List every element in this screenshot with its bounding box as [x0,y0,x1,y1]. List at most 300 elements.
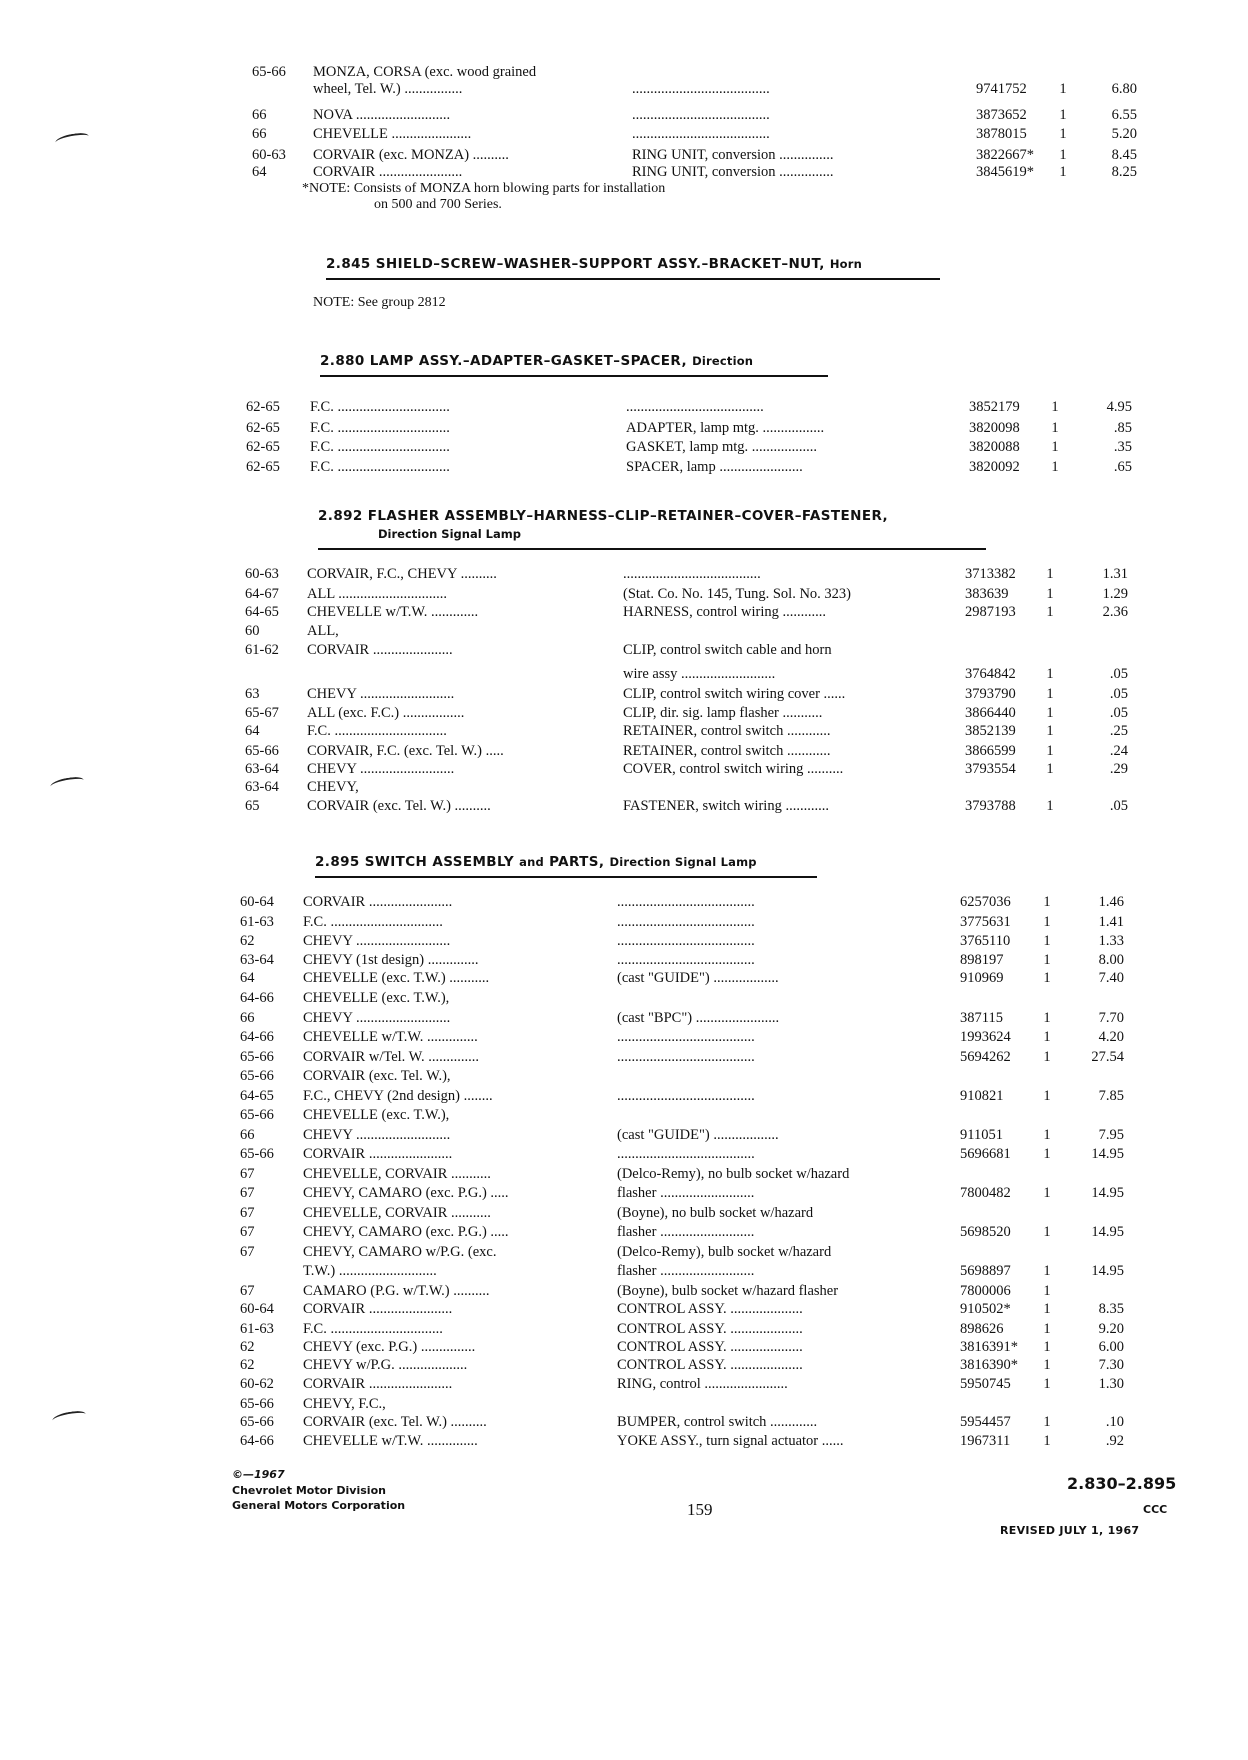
description-cell: flasher .......................... [617,1224,755,1240]
parts-row [0,1028,1248,1046]
description-cell: ...................................... [617,952,755,968]
quantity-cell: 1 [1043,1010,1051,1026]
price-cell: 1.46 [1098,894,1124,910]
year-cell: 62-65 [246,399,280,415]
part-number-cell: 3764842 [965,666,1016,682]
parts-row [0,893,1248,911]
quantity-cell: 1 [1043,1263,1051,1279]
quantity-cell: 1 [1043,1283,1051,1299]
description-cell: ...................................... [617,1049,755,1065]
price-cell: 1.30 [1098,1376,1124,1392]
year-cell: 67 [240,1244,255,1260]
vehicle-cell: CHEVELLE (exc. T.W.), [303,990,450,1006]
vehicle-cell: CHEVY .......................... [307,686,455,702]
year-cell: 62 [240,1339,255,1355]
price-cell: .29 [1109,761,1128,777]
vehicle-cell: CORVAIR (exc. Tel. W.) .......... [303,1414,487,1430]
year-cell: 65-66 [252,64,286,80]
quantity-cell: 1 [1043,914,1051,930]
vehicle-cell: CORVAIR ....................... [303,1301,453,1317]
description-cell: (cast "BPC") ....................... [617,1010,780,1026]
part-number-cell: 3793790 [965,686,1016,702]
quantity-cell: 1 [1043,1029,1051,1045]
vehicle-cell: CORVAIR ...................... [307,642,453,658]
price-cell: 6.55 [1111,107,1137,123]
description-cell: ...................................... [617,894,755,910]
parts-row [0,603,1248,621]
parts-row [0,146,1248,164]
parts-row [0,1067,1248,1085]
parts-row [0,163,1248,181]
section-title-2895-suffix: Direction Signal Lamp [609,855,757,869]
price-cell: .85 [1113,420,1132,436]
price-cell: 1.33 [1098,933,1124,949]
description-cell: (Stat. Co. No. 145, Tung. Sol. No. 323) [623,586,852,602]
price-cell: 6.00 [1098,1339,1124,1355]
description-cell: GASKET, lamp mtg. .................. [626,439,818,455]
parts-row [0,742,1248,760]
price-cell: 1.41 [1098,914,1124,930]
vehicle-cell: CHEVY (1st design) .............. [303,952,479,968]
vehicle-cell: ALL, [307,623,339,639]
parts-row [0,1375,1248,1393]
parts-row [0,125,1248,143]
quantity-cell: 1 [1059,164,1067,180]
vehicle-cell: CHEVY .......................... [303,1010,451,1026]
part-number-cell: 3775631 [960,914,1011,930]
section-title-2880-suffix: Direction [692,354,754,368]
part-number-cell: 3816391* [960,1339,1018,1355]
parts-row [0,398,1248,416]
year-cell: 64-66 [240,990,274,1006]
vehicle-cell: CORVAIR w/Tel. W. .............. [303,1049,480,1065]
quantity-cell: 1 [1046,723,1054,739]
part-number-cell: 5954457 [960,1414,1011,1430]
description-cell: CONTROL ASSY. .................... [617,1357,803,1373]
footnote-line-2: on 500 and 700 Series. [374,197,502,212]
year-cell: 62-65 [246,439,280,455]
quantity-cell: 1 [1046,761,1054,777]
vehicle-cell: CHEVY, [307,779,359,795]
description-cell: flasher .......................... [617,1185,755,1201]
price-cell: 14.95 [1091,1224,1124,1240]
vehicle-cell: F.C. ............................... [310,459,450,475]
vehicle-cell: CHEVY .......................... [307,761,455,777]
vehicle-cell: CORVAIR (exc. MONZA) .......... [313,147,509,163]
part-number-cell: 910969 [960,970,1004,986]
price-cell: 9.20 [1098,1321,1124,1337]
part-number-cell: 3816390* [960,1357,1018,1373]
quantity-cell: 1 [1046,798,1054,814]
quantity-cell: 1 [1043,1321,1051,1337]
part-number-cell: 3820088 [969,439,1020,455]
parts-row [0,1048,1248,1066]
year-cell: 65-67 [245,705,279,721]
parts-row [0,1338,1248,1356]
vehicle-cell: F.C. ............................... [307,723,447,739]
description-cell: RETAINER, control switch ............ [623,743,831,759]
parts-row [0,1145,1248,1163]
description-cell: (cast "GUIDE") .................. [617,970,779,986]
price-cell: 2.36 [1102,604,1128,620]
price-cell: .05 [1109,686,1128,702]
parts-row [0,1395,1248,1413]
quantity-cell: 1 [1046,586,1054,602]
part-number-cell: 3866599 [965,743,1016,759]
part-number-cell: 3793554 [965,761,1016,777]
price-cell: 1.29 [1102,586,1128,602]
parts-row [0,704,1248,722]
part-number-cell: 5694262 [960,1049,1011,1065]
quantity-cell: 1 [1046,686,1054,702]
parts-row [0,1165,1248,1183]
year-cell: 64 [245,723,260,739]
part-number-cell: 3822667* [976,147,1034,163]
vehicle-cell: CORVAIR, F.C. (exc. Tel. W.) ..... [307,743,504,759]
price-cell: 7.30 [1098,1357,1124,1373]
vehicle-cell: CHEVY .......................... [303,1127,451,1143]
part-number-cell: 3852179 [969,399,1020,415]
price-cell: 14.95 [1091,1263,1124,1279]
quantity-cell: 1 [1043,952,1051,968]
year-cell: 66 [240,1010,255,1026]
year-cell: 65-66 [240,1146,274,1162]
parts-row [0,1320,1248,1338]
description-cell: ...................................... [617,1088,755,1104]
price-cell: 4.20 [1098,1029,1124,1045]
description-cell: (Delco-Remy), no bulb socket w/hazard [617,1166,850,1182]
part-number-cell: 5698897 [960,1263,1011,1279]
vehicle-cell: CORVAIR ....................... [313,164,463,180]
vehicle-cell: CHEVY w/P.G. ................... [303,1357,468,1373]
year-cell: 62 [240,933,255,949]
vehicle-cell: F.C. ............................... [310,439,450,455]
vehicle-cell: CHEVELLE, CORVAIR ........... [303,1205,491,1221]
parts-row [0,63,1248,81]
vehicle-cell: ALL .............................. [307,586,448,602]
price-cell: 14.95 [1091,1185,1124,1201]
year-cell: 61-63 [240,914,274,930]
vehicle-cell: F.C. ............................... [303,1321,443,1337]
section-title-2845 [326,256,862,272]
description-cell: CONTROL ASSY. .................... [617,1339,803,1355]
part-number-cell: 1993624 [960,1029,1011,1045]
section-rule-2892 [318,548,986,550]
part-number-cell: 7800006 [960,1283,1011,1299]
year-cell: 65-66 [240,1068,274,1084]
description-cell: FASTENER, switch wiring ............ [623,798,829,814]
vehicle-cell: wheel, Tel. W.) ................ [313,81,463,97]
parts-row [0,1204,1248,1222]
part-number-cell: 910502* [960,1301,1011,1317]
price-cell: 8.35 [1098,1301,1124,1317]
description-cell: YOKE ASSY., turn signal actuator ...... [617,1433,844,1449]
price-cell: 7.40 [1098,970,1124,986]
year-cell: 63-64 [240,952,274,968]
quantity-cell: 1 [1059,107,1067,123]
year-cell: 66 [240,1127,255,1143]
price-cell: 6.80 [1111,81,1137,97]
section-title-2895-main: 2.895 SWITCH ASSEMBLY [315,854,515,870]
price-cell: 7.85 [1098,1088,1124,1104]
quantity-cell: 1 [1051,420,1059,436]
vehicle-cell: CHEVELLE (exc. T.W.), [303,1107,450,1123]
vehicle-cell: CORVAIR ....................... [303,1376,453,1392]
quantity-cell: 1 [1059,147,1067,163]
part-number-cell: 3845619* [976,164,1034,180]
part-number-cell: 383639 [965,586,1009,602]
year-cell: 65-66 [240,1396,274,1412]
year-cell: 64-65 [245,604,279,620]
parts-row [0,106,1248,124]
price-cell: .05 [1109,666,1128,682]
vehicle-cell: MONZA, CORSA (exc. wood grained [313,64,537,80]
part-number-cell: 9741752 [976,81,1027,97]
quantity-cell: 1 [1051,439,1059,455]
part-number-cell: 5950745 [960,1376,1011,1392]
parts-row [0,1413,1248,1431]
vehicle-cell: CAMARO (P.G. w/T.W.) .......... [303,1283,490,1299]
year-cell: 63-64 [245,761,279,777]
price-cell: .05 [1109,705,1128,721]
part-number-cell: 3793788 [965,798,1016,814]
group-range: 2.830–2.895 [1067,1474,1177,1493]
page-number: 159 [687,1500,713,1519]
year-cell: 60-63 [245,566,279,582]
parts-row [0,641,1248,659]
description-cell: BUMPER, control switch ............. [617,1414,818,1430]
parts-row [0,1243,1248,1261]
year-cell: 65-66 [245,743,279,759]
part-number-cell: 898626 [960,1321,1004,1337]
section-title-2892: 2.892 FLASHER ASSEMBLY–HARNESS–CLIP–RETAINER–COVER–FASTENER, [318,508,889,524]
parts-row [0,1356,1248,1374]
description-cell: RETAINER, control switch ............ [623,723,831,739]
description-cell: CONTROL ASSY. .................... [617,1301,803,1317]
year-cell: 60-64 [240,1301,274,1317]
quantity-cell: 1 [1043,1224,1051,1240]
part-number-cell: 3820092 [969,459,1020,475]
quantity-cell: 1 [1043,1088,1051,1104]
description-cell: RING, control ....................... [617,1376,788,1392]
vehicle-cell: CHEVELLE, CORVAIR ........... [303,1166,491,1182]
year-cell: 60-62 [240,1376,274,1392]
description-cell: ...................................... [617,933,755,949]
description-cell: ...................................... [617,1029,755,1045]
quantity-cell: 1 [1046,604,1054,620]
quantity-cell: 1 [1043,1339,1051,1355]
year-cell: 64-66 [240,1433,274,1449]
description-cell: (Boyne), no bulb socket w/hazard [617,1205,814,1221]
quantity-cell: 1 [1043,894,1051,910]
vehicle-cell: ALL (exc. F.C.) ................. [307,705,465,721]
year-cell: 63 [245,686,260,702]
section-title-2895 [315,854,757,870]
part-number-cell: 387115 [960,1010,1003,1026]
quantity-cell: 1 [1046,566,1054,582]
price-cell: 7.70 [1098,1010,1124,1026]
description-cell: (cast "GUIDE") .................. [617,1127,779,1143]
vehicle-cell: CORVAIR ....................... [303,1146,453,1162]
vehicle-cell: CORVAIR (exc. Tel. W.), [303,1068,451,1084]
parts-row [0,438,1248,456]
part-number-cell: 3852139 [965,723,1016,739]
price-cell: 8.45 [1111,147,1137,163]
year-cell: 60 [245,623,260,639]
section-subtitle-2892: Direction Signal Lamp [378,527,521,541]
price-cell: .25 [1109,723,1128,739]
year-cell: 65-66 [240,1107,274,1123]
year-cell: 64 [240,970,255,986]
year-cell: 60-64 [240,894,274,910]
parts-row [0,565,1248,583]
quantity-cell: 1 [1043,1414,1051,1430]
parts-row [0,797,1248,815]
description-cell: ...................................... [626,399,764,415]
price-cell: .35 [1113,439,1132,455]
quantity-cell: 1 [1051,399,1059,415]
vehicle-cell: CHEVY, CAMARO (exc. P.G.) ..... [303,1224,509,1240]
part-number-cell: 910821 [960,1088,1004,1104]
description-cell: ...................................... [617,914,755,930]
part-number-cell: 3713382 [965,566,1016,582]
year-cell: 61-63 [240,1321,274,1337]
quantity-cell: 1 [1043,933,1051,949]
section-rule-2845 [326,278,940,280]
price-cell: 1.31 [1102,566,1128,582]
vehicle-cell: F.C. ............................... [310,420,450,436]
parts-row [0,951,1248,969]
parts-row [0,1223,1248,1241]
year-cell: 66 [252,126,267,142]
year-cell: 63-64 [245,779,279,795]
parts-row [0,458,1248,476]
parts-row [0,585,1248,603]
description-cell: ...................................... [632,126,770,142]
quantity-cell: 1 [1043,1049,1051,1065]
year-cell: 64-67 [245,586,279,602]
vehicle-cell: CHEVY, CAMARO (exc. P.G.) ..... [303,1185,509,1201]
year-cell: 67 [240,1205,255,1221]
year-cell: 60-63 [252,147,286,163]
footer-copyright: ©—1967 [232,1468,285,1481]
year-cell: 65-66 [240,1414,274,1430]
part-number-cell: 1967311 [960,1433,1011,1449]
description-cell: wire assy .......................... [623,666,776,682]
section-title-2880 [320,353,753,369]
part-number-cell: 911051 [960,1127,1003,1143]
section-note-2845: NOTE: See group 2812 [313,295,446,310]
vehicle-cell: CHEVELLE (exc. T.W.) ........... [303,970,490,986]
vehicle-cell: CHEVY (exc. P.G.) ............... [303,1339,476,1355]
parts-row [0,622,1248,640]
description-cell: CLIP, control switch cable and horn [623,642,832,658]
parts-row [0,760,1248,778]
footer-division: Chevrolet Motor Division [232,1484,386,1497]
quantity-cell: 1 [1043,1301,1051,1317]
year-cell: 62-65 [246,420,280,436]
description-cell: RING UNIT, conversion ............... [632,147,834,163]
year-cell: 64 [252,164,267,180]
parts-row [0,1300,1248,1318]
part-number-cell: 2987193 [965,604,1016,620]
parts-row [0,685,1248,703]
part-number-cell: 3878015 [976,126,1027,142]
price-cell: 27.54 [1091,1049,1124,1065]
description-cell: RING UNIT, conversion ............... [632,164,834,180]
vehicle-cell: CHEVY, CAMARO w/P.G. (exc. [303,1244,497,1260]
section-title-2845-main: 2.845 SHIELD–SCREW–WASHER–SUPPORT ASSY.–BRACKET–NUT, [326,256,825,272]
quantity-cell: 1 [1046,705,1054,721]
parts-row [0,989,1248,1007]
section-rule-2880 [320,375,828,377]
price-cell: 5.20 [1111,126,1137,142]
parts-row [0,80,1248,98]
year-cell: 67 [240,1166,255,1182]
vehicle-cell: CHEVELLE w/T.W. ............. [307,604,479,620]
parts-row [0,969,1248,987]
price-cell: 14.95 [1091,1146,1124,1162]
part-number-cell: 898197 [960,952,1004,968]
quantity-cell: 1 [1043,970,1051,986]
part-number-cell: 6257036 [960,894,1011,910]
price-cell: 7.95 [1098,1127,1124,1143]
parts-row [0,722,1248,740]
quantity-cell: 1 [1043,1146,1051,1162]
quantity-cell: 1 [1059,81,1067,97]
parts-row [0,913,1248,931]
parts-row [0,1262,1248,1280]
description-cell: SPACER, lamp ....................... [626,459,803,475]
vehicle-cell: CORVAIR ....................... [303,894,453,910]
section-code: CCC [1143,1503,1168,1516]
description-cell: (Delco-Remy), bulb socket w/hazard [617,1244,832,1260]
vehicle-cell: CHEVY .......................... [303,933,451,949]
footer-corporation: General Motors Corporation [232,1499,406,1512]
quantity-cell: 1 [1043,1357,1051,1373]
vehicle-cell: NOVA .......................... [313,107,451,123]
year-cell: 65-66 [240,1049,274,1065]
part-number-cell: 5698520 [960,1224,1011,1240]
price-cell: .05 [1109,798,1128,814]
quantity-cell: 1 [1043,1185,1051,1201]
year-cell: 64-65 [240,1088,274,1104]
vehicle-cell: CHEVELLE w/T.W. .............. [303,1029,478,1045]
part-number-cell: 7800482 [960,1185,1011,1201]
quantity-cell: 1 [1043,1127,1051,1143]
price-cell: .24 [1109,743,1128,759]
description-cell: CLIP, dir. sig. lamp flasher ........... [623,705,823,721]
description-cell: CONTROL ASSY. .................... [617,1321,803,1337]
vehicle-cell: F.C., CHEVY (2nd design) ........ [303,1088,493,1104]
revised-date: REVISED JULY 1, 1967 [1000,1524,1140,1537]
description-cell: ...................................... [617,1146,755,1162]
vehicle-cell: CHEVY, F.C., [303,1396,386,1412]
section-title-2895-and: and [519,855,544,869]
quantity-cell: 1 [1043,1376,1051,1392]
quantity-cell: 1 [1051,459,1059,475]
parts-row [0,1184,1248,1202]
year-cell: 67 [240,1224,255,1240]
part-number-cell: 3765110 [960,933,1011,949]
parts-row [0,1126,1248,1144]
parts-row [0,1106,1248,1124]
parts-row [0,932,1248,950]
vehicle-cell: CORVAIR (exc. Tel. W.) .......... [307,798,491,814]
price-cell: 8.00 [1098,952,1124,968]
description-cell: ADAPTER, lamp mtg. ................. [626,420,825,436]
description-cell: ...................................... [632,81,770,97]
